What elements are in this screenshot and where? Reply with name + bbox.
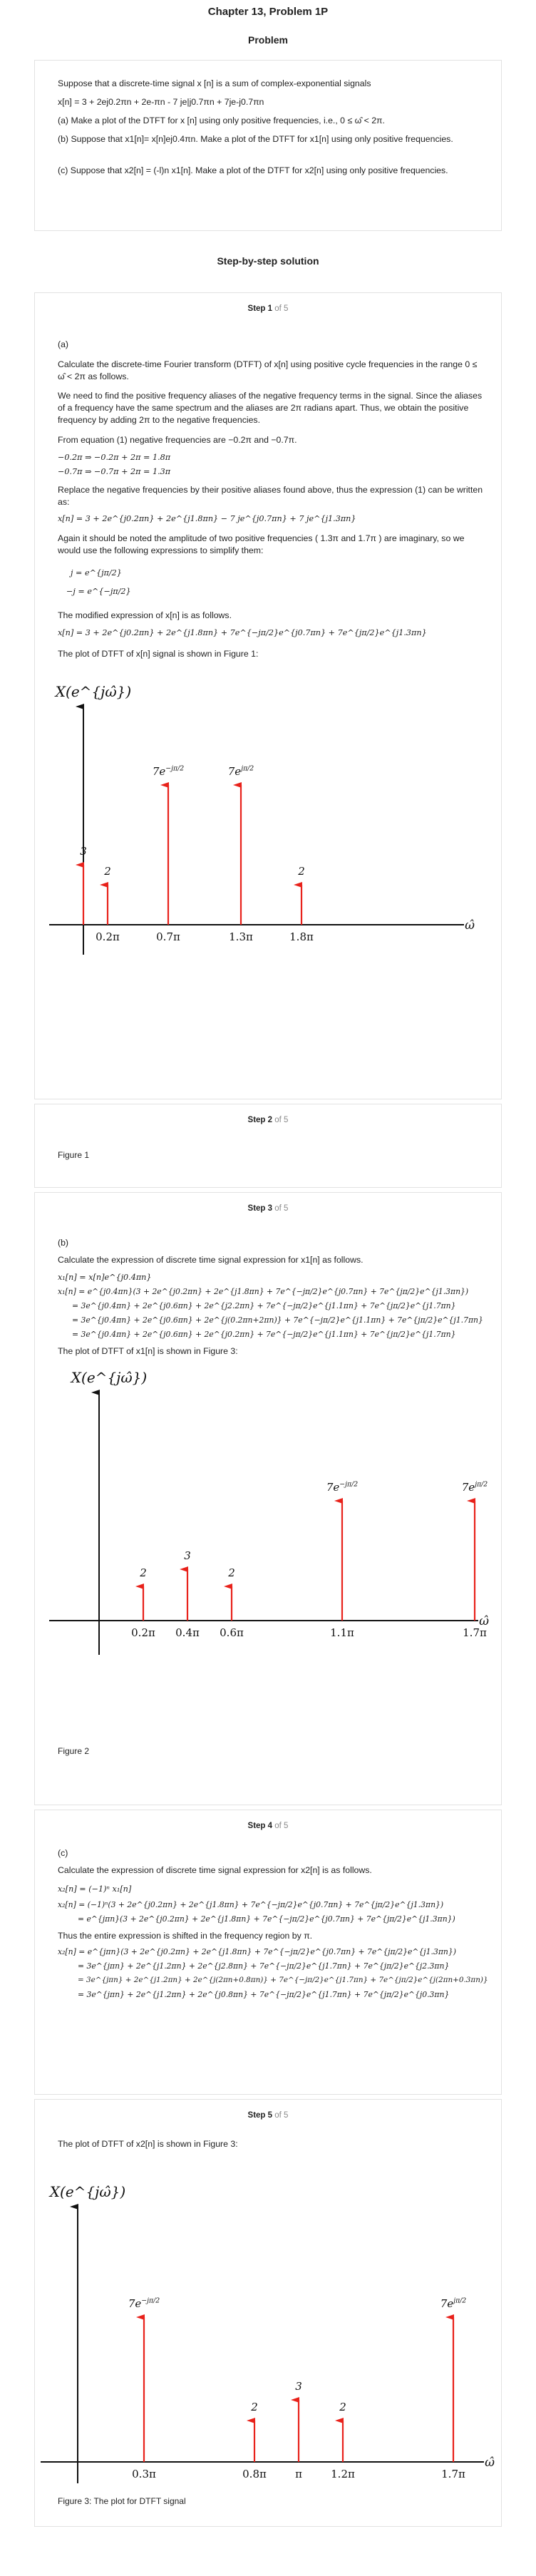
step-4-eq3: = e^{jπn}(3 + 2e^{j0.2πn} + 2e^{j1.8πn} + 7e^{−jπ/2}e^{j0.7πn} + 7e^{jπ/2}e^{j1.3πn}) bbox=[78, 1914, 455, 1924]
step-1-p3: From equation (1) negative frequencies are −0.2π and −0.7π. bbox=[58, 435, 297, 445]
stem-label-0: 2 bbox=[140, 1566, 147, 1579]
step-1-p4: Replace the negative frequencies by their positive aliases found above, thus the expression (1) can be written as: bbox=[58, 485, 483, 507]
step-4-part: (c) bbox=[58, 1848, 68, 1858]
step-1-eq2: −0.7π ⇒ −0.7π + 2π = 1.3π bbox=[58, 467, 171, 476]
y-axis-label: X(e^{jω̂}) bbox=[55, 683, 132, 700]
problem-intro: Suppose that a discrete-time signal x [n] is a sum of complex-exponential signals bbox=[58, 78, 371, 88]
figure-3-caption: Figure 3: The plot for DTFT signal bbox=[58, 2496, 186, 2506]
tick-label-2: π bbox=[295, 2468, 302, 2480]
step-4-eq1: x₂[n] = (−1)ⁿ x₁[n] bbox=[58, 1884, 132, 1894]
tick-label-3: 1.3π bbox=[229, 930, 253, 943]
step-1-box bbox=[34, 292, 502, 1099]
step-1-part: (a) bbox=[58, 339, 69, 349]
solution-heading: Step-by-step solution bbox=[217, 255, 319, 267]
step-1-p5: Again it should be noted the amplitude of two positive frequencies ( 1.3π and 1.7π ) are imaginary, so we would use the following expressions to simplify them: bbox=[58, 533, 465, 555]
step-1-eq3: x[n] = 3 + 2e^{j0.2πn} + 2e^{j1.8πn} − 7 je^{j0.7πn} + 7 je^{j1.3πn} bbox=[58, 514, 356, 523]
stem-label-2: $7e^{-j\pi/2}$ bbox=[152, 764, 185, 778]
step-1-eq6: x[n] = 3 + 2e^{j0.2πn} + 2e^{j1.8πn} + 7e^{−jπ/2}e^{j0.7πn} + 7e^{jπ/2}e^{j1.3πn} bbox=[58, 628, 427, 637]
step-3-header: Step 3 of 5 bbox=[247, 1204, 289, 1213]
step-4-header: Step 4 of 5 bbox=[247, 1822, 289, 1830]
tick-label-1: 0.4π bbox=[175, 1626, 200, 1639]
problem-heading: Problem bbox=[247, 34, 288, 46]
y-axis-label: X(e^{jω̂}) bbox=[49, 2183, 126, 2200]
tick-label-2: 0.6π bbox=[220, 1626, 244, 1639]
figure-1-caption: Figure 1 bbox=[58, 1150, 90, 1160]
tick-label-1: 0.2π bbox=[96, 930, 120, 943]
step-4-eq2: x₂[n] = (−1)ⁿ(3 + 2e^{j0.2πn} + 2e^{j1.8πn} + 7e^{−jπ/2}e^{j0.7πn} + 7e^{jπ/2}e^{j1.3πn}) bbox=[58, 1900, 444, 1909]
step-5-p1: The plot of DTFT of x2[n] is shown in Figure 3: bbox=[58, 2139, 238, 2149]
step-4-eq4: x₂[n] = e^{jπn}(3 + 2e^{j0.2πn} + 2e^{j1.8πn} + 7e^{−jπ/2}e^{j0.7πn} + 7e^{jπ/2}e^{j1.3πn}) bbox=[58, 1947, 456, 1956]
step-4-box bbox=[34, 1810, 502, 2095]
stem-label-1: 2 bbox=[104, 865, 111, 878]
tick-label-3: 1.1π bbox=[330, 1626, 354, 1639]
step-4-eq5: = 3e^{jπn} + 2e^{j1.2πn} + 2e^{j2.8πn} + 7e^{−jπ/2}e^{j1.7πn} + 7e^{jπ/2}e^{j2.3πn} bbox=[78, 1961, 450, 1971]
stem-label-3: $7e^{j\pi/2}$ bbox=[227, 764, 254, 778]
figure-1-chart bbox=[49, 664, 491, 963]
step-3-eq1: x₁[n] = x[n]e^{j0.4πn} bbox=[58, 1273, 152, 1282]
step-3-eq4: = 3e^{j0.4πn} + 2e^{j0.6πn} + 2e^{j(0.2πn+2πn)} + 7e^{−jπ/2}e^{j1.1πn} + 7e^{jπ/2}e^{j1.7πn} bbox=[72, 1315, 483, 1325]
stem-label-3: 2 bbox=[339, 2401, 346, 2413]
step-5-box bbox=[34, 2099, 502, 2527]
stem-label-0: $7e^{-j\pi/2}$ bbox=[128, 2297, 160, 2310]
tick-label-3: 1.2π bbox=[331, 2468, 355, 2480]
problem-box bbox=[34, 60, 502, 231]
stem-label-4: $7e^{j\pi/2}$ bbox=[461, 1480, 488, 1494]
stem-label-4: 2 bbox=[298, 865, 305, 878]
tick-label-0: 0.3π bbox=[132, 2468, 156, 2480]
x-axis-label: ω̂ bbox=[485, 2456, 495, 2470]
stem-label-0: 3 bbox=[80, 845, 87, 858]
step-3-p2: The plot of DTFT of x1[n] is shown in Figure 3: bbox=[58, 1346, 238, 1356]
step-4-p1: Calculate the expression of discrete time signal expression for x2[n] is as follows. bbox=[58, 1865, 372, 1875]
tick-label-1: 0.8π bbox=[242, 2468, 267, 2480]
tick-label-0: 0.2π bbox=[131, 1626, 155, 1639]
x-axis-label: ω̂ bbox=[479, 1614, 489, 1628]
step-1-eq1: −0.2π ⇒ −0.2π + 2π = 1.8π bbox=[58, 453, 171, 462]
stem-label-1: 3 bbox=[184, 1549, 191, 1562]
step-1-eq4: j = e^{jπ/2} bbox=[71, 568, 122, 578]
page-title: Chapter 13, Problem 1P bbox=[207, 6, 329, 18]
stem-label-4: $7e^{j\pi/2}$ bbox=[440, 2297, 467, 2310]
step-1-header: Step 1 of 5 bbox=[247, 304, 289, 313]
step-4-eq7: = 3e^{jπn} + 2e^{j1.2πn} + 2e^{j0.8πn} + 7e^{−jπ/2}e^{j1.7πn} + 7e^{jπ/2}e^{j0.3πn} bbox=[78, 1990, 450, 1999]
stem-label-3: $7e^{-j\pi/2}$ bbox=[326, 1480, 359, 1494]
problem-equation: x[n] = 3 + 2ej0.2πn + 2e-πn - 7 je|j0.7πn + 7je-j0.7πn bbox=[58, 97, 264, 107]
step-3-p1: Calculate the expression of discrete time signal expression for x1[n] as follows. bbox=[58, 1255, 364, 1265]
tick-label-2: 0.7π bbox=[156, 930, 180, 943]
stem-label-2: 2 bbox=[228, 1566, 235, 1579]
step-4-eq6: = 3e^{jπn} + 2e^{j1.2πn} + 2e^{j(2πn+0.8πn)} + 7e^{−jπ/2}e^{j1.7πn} + 7e^{jπ/2}e^{j(2πn+0.3πn)} bbox=[78, 1976, 488, 1984]
step-1-p2: We need to find the positive frequency aliases of the negative frequency terms in the signal. Since the aliases of a frequency have the same spectrum and the aliases are 2π radians apart. Thus, we obtain the positive frequency by adding 2π to the negative frequencies. bbox=[58, 391, 483, 425]
step-5-header: Step 5 of 5 bbox=[247, 2111, 289, 2120]
step-3-eq5: = 3e^{j0.4πn} + 2e^{j0.6πn} + 2e^{j0.2πn} + 7e^{−jπ/2}e^{j1.1πn} + 7e^{jπ/2}e^{j1.7πn} bbox=[72, 1330, 456, 1339]
figure-3-chart bbox=[41, 2157, 497, 2485]
tick-label-4: 1.8π bbox=[289, 930, 314, 943]
step-2-box bbox=[34, 1104, 502, 1188]
step-3-eq2: x₁[n] = e^{j0.4πn}(3 + 2e^{j0.2πn} + 2e^{j1.8πn} + 7e^{−jπ/2}e^{j0.7πn} + 7e^{jπ/2}e^{j1.3πn}) bbox=[58, 1287, 469, 1296]
stem-label-1: 2 bbox=[251, 2401, 258, 2413]
x-axis-label: ω̂ bbox=[465, 918, 475, 933]
step-1-p6: The modified expression of x[n] is as follows. bbox=[58, 610, 232, 620]
step-3-eq3: = 3e^{j0.4πn} + 2e^{j0.6πn} + 2e^{j2.2πn} + 7e^{−jπ/2}e^{j1.1πn} + 7e^{jπ/2}e^{j1.7πn} bbox=[72, 1301, 456, 1310]
problem-part-a: (a) Make a plot of the DTFT for x [n] using only positive frequencies, i.e., 0 ≤ ω̂ < 2π. bbox=[58, 116, 385, 125]
stem-label-2: 3 bbox=[295, 2380, 302, 2393]
step-3-part: (b) bbox=[58, 1238, 69, 1248]
step-3-box bbox=[34, 1192, 502, 1805]
step-1-eq5: −j = e^{−jπ/2} bbox=[66, 587, 131, 596]
figure-2-chart bbox=[49, 1357, 491, 1656]
figure-2-caption: Figure 2 bbox=[58, 1746, 90, 1756]
problem-part-c: (c) Suppose that x2[n] = (-l)n x1[n]. Make a plot of the DTFT for x2[n] using only positive frequencies. bbox=[58, 165, 448, 175]
step-1-p1: Calculate the discrete-time Fourier transform (DTFT) of x[n] using positive cycle frequencies in the range 0 ≤ ω̂ < 2π as follows. bbox=[58, 359, 478, 381]
y-axis-label: X(e^{jω̂}) bbox=[71, 1369, 148, 1386]
problem-part-b: (b) Suppose that x1[n]= x[n]ej0.4πn. Make a plot of the DTFT for x1[n] using only positive frequencies. bbox=[58, 134, 453, 144]
tick-label-4: 1.7π bbox=[441, 2468, 465, 2480]
step-2-header: Step 2 of 5 bbox=[247, 1116, 289, 1124]
step-1-p7: The plot of DTFT of x[n] signal is shown in Figure 1: bbox=[58, 649, 259, 659]
step-4-p2: Thus the entire expression is shifted in the frequency region by π. bbox=[58, 1931, 313, 1941]
tick-label-4: 1.7π bbox=[463, 1626, 487, 1639]
